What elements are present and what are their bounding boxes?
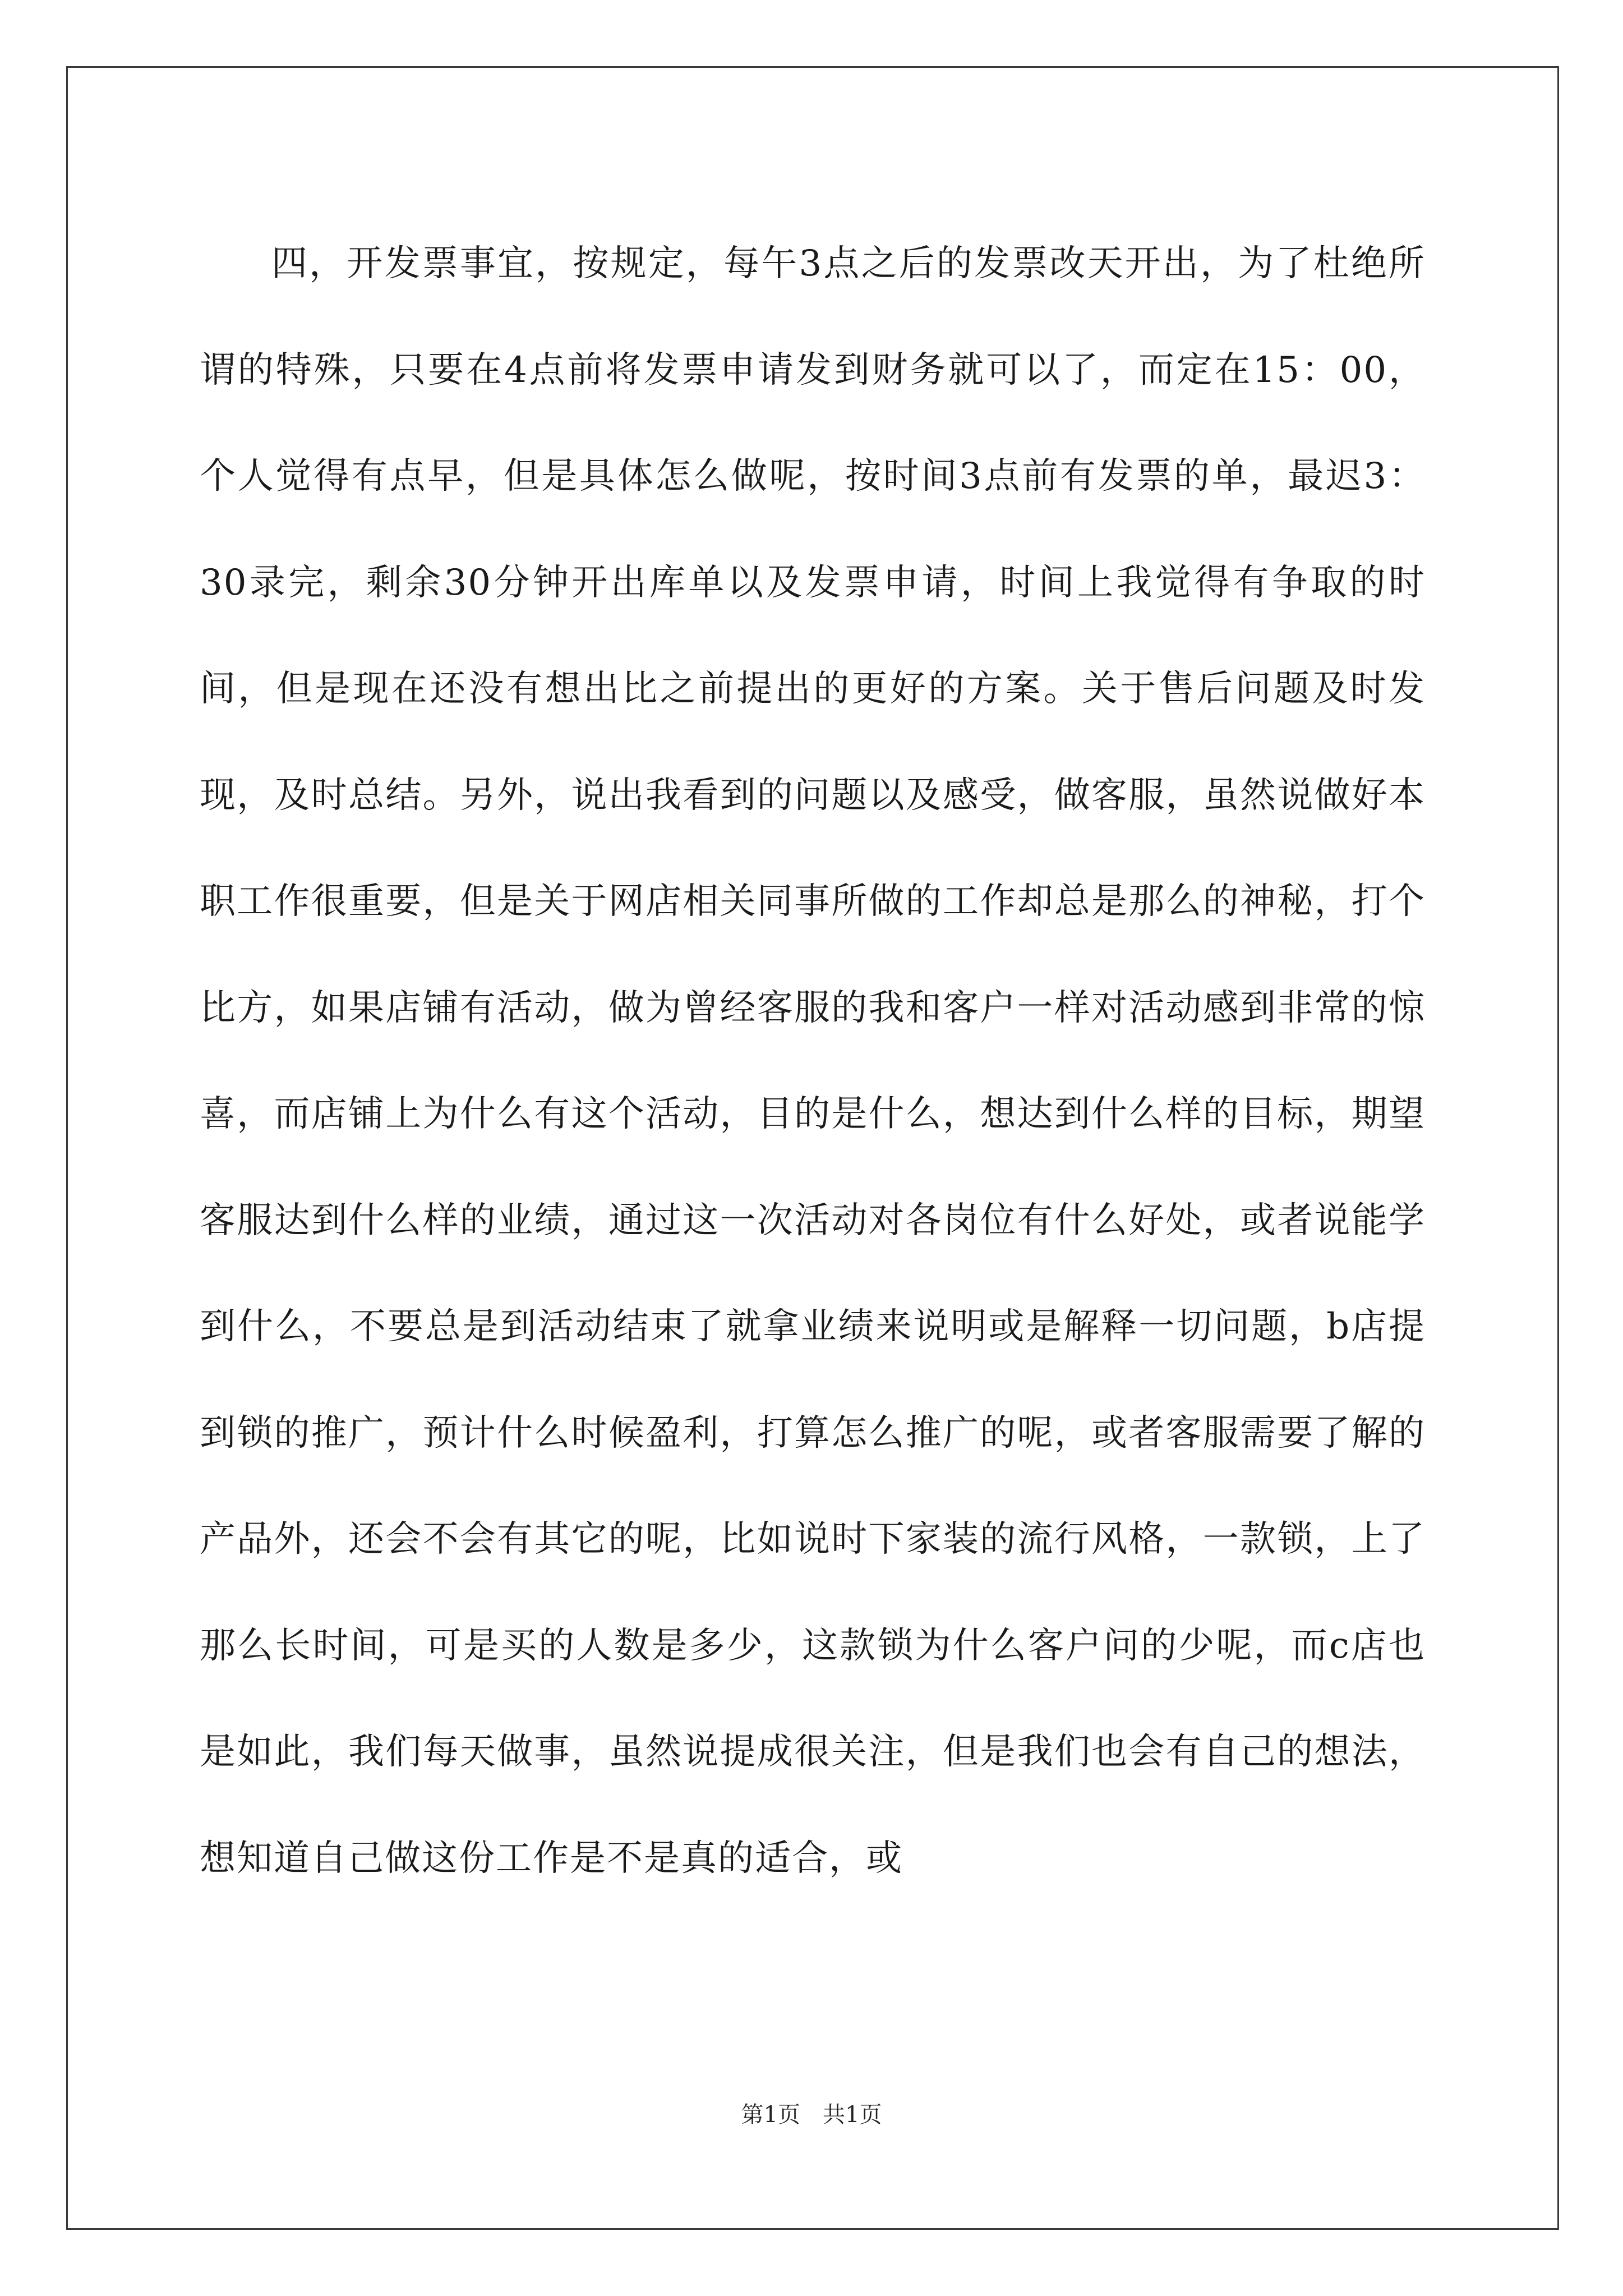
- body-paragraph: 四，开发票事宜，按规定，每午3点之后的发票改天开出，为了杜绝所谓的特殊，只要在4点前将发票申请发到财务就可以了，而定在15：00，个人觉得有点早，但是具体怎么做呢，按时间3点前有发票的单，最迟3：30录完，剩余30分钟开出库单以及发票申请，时间上我觉得有争取的时间，但是现在还没有想出比之前提出的更好的方案。关于售后问题及时发现，及时总结。另外，说出我看到的问题以及感受，做客服，虽然说做好本职工作很重要，但是关于网店相关同事所做的工作却总是那么的神秘，打个比方，如果店铺有活动，做为曾经客服的我和客户一样对活动感到非常的惊喜，而店铺上为什么有这个活动，目的是什么，想达到什么样的目标，期望客服达到什么样的业绩，通过这一次活动对各岗位有什么好处，或者说能学到什么，不要总是到活动结束了就拿业绩来说明或是解释一切问题，b店提到锁的推广，预计什么时候盈利，打算怎么推广的呢，或者客服需要了解的产品外，还会不会有其它的呢，比如说时下家装的流行风格，一款锁，上了那么长时间，可是买的人数是多少，这款锁为什么客户问的少呢，而c店也是如此，我们每天做事，虽然说提成很关注，但是我们也会有自己的想法，想知道自己做这份工作是不是真的适合，或: [200, 243, 1426, 1879]
- page-number-footer: 第1页 共1页: [741, 2102, 882, 2128]
